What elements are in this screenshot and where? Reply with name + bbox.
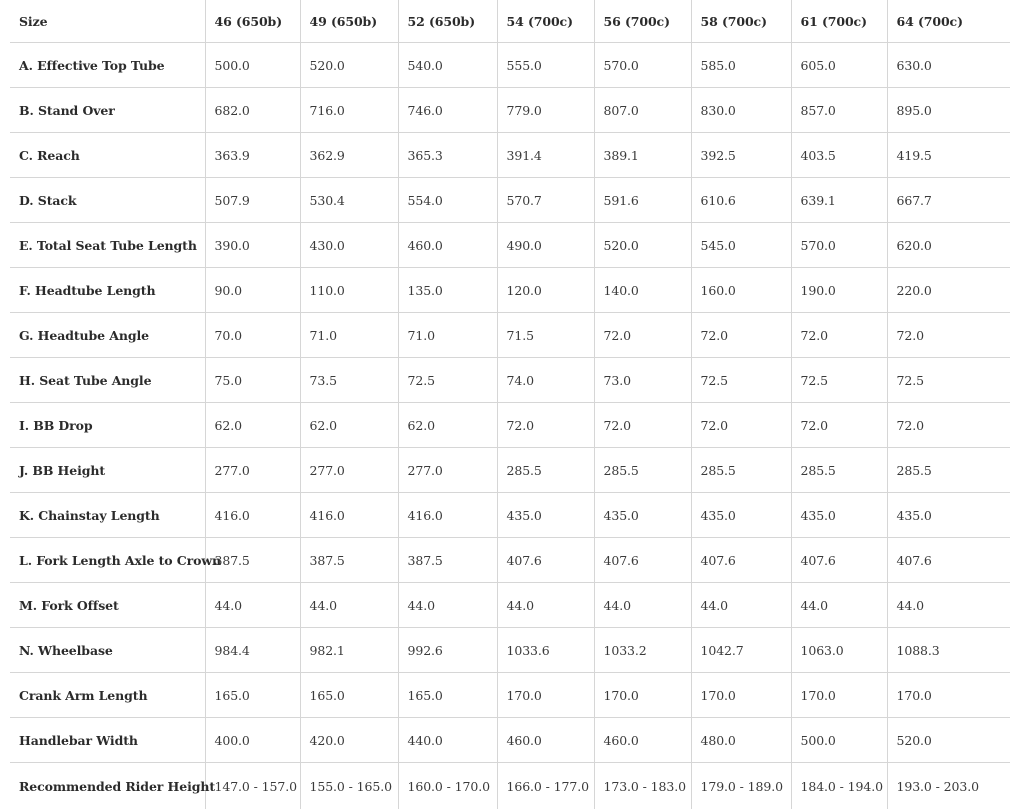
- table-row: [10, 223, 1010, 268]
- header-row: [10, 0, 1010, 43]
- table-cell: 72.0: [594, 313, 691, 358]
- table-cell: 72.0: [594, 403, 691, 448]
- table-cell: 72.0: [791, 403, 887, 448]
- table-cell: 363.9: [205, 133, 300, 178]
- table-cell: 173.0 - 183.0: [594, 763, 691, 810]
- table-cell: 682.0: [205, 88, 300, 133]
- table-cell: 392.5: [691, 133, 791, 178]
- table-cell: 667.7: [887, 178, 1010, 223]
- table-cell: 416.0: [398, 493, 497, 538]
- table-cell: 830.0: [691, 88, 791, 133]
- table-row: [10, 493, 1010, 538]
- table-cell: 277.0: [205, 448, 300, 493]
- table-cell: 165.0: [205, 673, 300, 718]
- table-cell: 285.5: [887, 448, 1010, 493]
- table-cell: 44.0: [594, 583, 691, 628]
- table-row: [10, 313, 1010, 358]
- table-cell: 857.0: [791, 88, 887, 133]
- table-cell: 407.6: [497, 538, 594, 583]
- column-header-frame-size: 56 (700c): [594, 0, 691, 43]
- table-cell: 110.0: [300, 268, 398, 313]
- table-cell: 44.0: [300, 583, 398, 628]
- table-cell: 554.0: [398, 178, 497, 223]
- table-cell: 72.0: [691, 403, 791, 448]
- table-cell: 435.0: [791, 493, 887, 538]
- row-label: Recommended Rider Height: [19, 778, 216, 794]
- column-header-frame-size: 52 (650b): [398, 0, 497, 43]
- column-header-frame-size: 46 (650b): [205, 0, 300, 43]
- table-cell: 44.0: [791, 583, 887, 628]
- table-cell: 170.0: [594, 673, 691, 718]
- table-cell: 170.0: [887, 673, 1010, 718]
- table-cell: 420.0: [300, 718, 398, 763]
- table-cell: 72.5: [887, 358, 1010, 403]
- table-cell: 285.5: [594, 448, 691, 493]
- row-label: K. Chainstay Length: [10, 493, 205, 538]
- table-row: [10, 88, 1010, 133]
- table-cell: 74.0: [497, 358, 594, 403]
- table-cell: 992.6: [398, 628, 497, 673]
- geometry-table-viewport[interactable]: [10, 0, 979, 810]
- table-cell: 435.0: [594, 493, 691, 538]
- table-cell: 435.0: [887, 493, 1010, 538]
- table-cell: 1088.3: [887, 628, 1010, 673]
- table-row: [10, 358, 1010, 403]
- table-cell: 507.9: [205, 178, 300, 223]
- column-header-frame-size: 61 (700c): [791, 0, 887, 43]
- table-cell: 387.5: [300, 538, 398, 583]
- table-cell: 403.5: [791, 133, 887, 178]
- table-row: [10, 718, 1010, 763]
- row-label: Crank Arm Length: [10, 673, 205, 718]
- table-cell: 620.0: [887, 223, 1010, 268]
- table-cell: 1033.2: [594, 628, 691, 673]
- geometry-table: [10, 0, 1010, 809]
- row-label: I. BB Drop: [10, 403, 205, 448]
- table-cell: 540.0: [398, 43, 497, 88]
- table-cell: 44.0: [497, 583, 594, 628]
- table-cell: 570.0: [594, 43, 691, 88]
- table-cell: 44.0: [691, 583, 791, 628]
- table-cell: 520.0: [887, 718, 1010, 763]
- table-cell: 147.0 - 157.0: [205, 763, 300, 810]
- table-cell: 193.0 - 203.0: [887, 763, 1010, 810]
- table-cell: 285.5: [691, 448, 791, 493]
- table-cell: 170.0: [691, 673, 791, 718]
- table-cell: 220.0: [887, 268, 1010, 313]
- table-row: [10, 178, 1010, 223]
- table-cell: 555.0: [497, 43, 594, 88]
- column-header-frame-size: 54 (700c): [497, 0, 594, 43]
- table-cell: 140.0: [594, 268, 691, 313]
- table-cell: 440.0: [398, 718, 497, 763]
- table-cell: 160.0: [691, 268, 791, 313]
- table-row: [10, 448, 1010, 493]
- table-row: [10, 583, 1010, 628]
- table-cell: 530.4: [300, 178, 398, 223]
- table-cell: 630.0: [887, 43, 1010, 88]
- column-header-frame-size: 64 (700c): [887, 0, 1010, 43]
- table-cell: 155.0 - 165.0: [300, 763, 398, 810]
- table-cell: 605.0: [791, 43, 887, 88]
- table-cell: 490.0: [497, 223, 594, 268]
- table-cell: 277.0: [398, 448, 497, 493]
- table-cell: 435.0: [497, 493, 594, 538]
- row-label: N. Wheelbase: [10, 628, 205, 673]
- table-cell: 179.0 - 189.0: [691, 763, 791, 810]
- table-cell: 982.1: [300, 628, 398, 673]
- column-header-size: Size: [10, 0, 205, 43]
- table-cell: 416.0: [300, 493, 398, 538]
- table-cell: 72.0: [791, 313, 887, 358]
- table-cell: 407.6: [691, 538, 791, 583]
- table-cell: 416.0: [205, 493, 300, 538]
- table-cell: 389.1: [594, 133, 691, 178]
- table-cell: 400.0: [205, 718, 300, 763]
- table-row: [10, 538, 1010, 583]
- table-cell: 72.0: [887, 313, 1010, 358]
- row-label: A. Effective Top Tube: [10, 43, 205, 88]
- table-row: [10, 268, 1010, 313]
- table-cell: 1042.7: [691, 628, 791, 673]
- table-cell: 72.5: [791, 358, 887, 403]
- table-cell: 746.0: [398, 88, 497, 133]
- table-cell: 500.0: [205, 43, 300, 88]
- table-cell: 165.0: [398, 673, 497, 718]
- table-cell: 716.0: [300, 88, 398, 133]
- row-label: H. Seat Tube Angle: [10, 358, 205, 403]
- table-cell: 44.0: [887, 583, 1010, 628]
- table-cell: 585.0: [691, 43, 791, 88]
- table-cell: 1063.0: [791, 628, 887, 673]
- table-cell: 184.0 - 194.0: [791, 763, 887, 810]
- table-cell: 407.6: [887, 538, 1010, 583]
- table-cell: 70.0: [205, 313, 300, 358]
- row-label: B. Stand Over: [10, 88, 205, 133]
- table-cell: 62.0: [300, 403, 398, 448]
- table-cell: 430.0: [300, 223, 398, 268]
- table-cell: 984.4: [205, 628, 300, 673]
- table-cell: 190.0: [791, 268, 887, 313]
- table-cell: 72.5: [398, 358, 497, 403]
- table-cell: 639.1: [791, 178, 887, 223]
- table-cell: 387.5: [398, 538, 497, 583]
- row-label: L. Fork Length Axle to Crown: [10, 538, 205, 583]
- row-label: G. Headtube Angle: [10, 313, 205, 358]
- table-cell: 71.0: [398, 313, 497, 358]
- table-cell: 90.0: [205, 268, 300, 313]
- row-label: Handlebar Width: [10, 718, 205, 763]
- table-row: [10, 403, 1010, 448]
- table-cell: 285.5: [791, 448, 887, 493]
- table-cell: 480.0: [691, 718, 791, 763]
- table-cell: 170.0: [497, 673, 594, 718]
- table-cell: 391.4: [497, 133, 594, 178]
- table-cell: 285.5: [497, 448, 594, 493]
- table-cell: 72.0: [497, 403, 594, 448]
- table-cell: 500.0: [791, 718, 887, 763]
- table-cell: 591.6: [594, 178, 691, 223]
- table-cell: 390.0: [205, 223, 300, 268]
- table-cell: 545.0: [691, 223, 791, 268]
- table-cell: 807.0: [594, 88, 691, 133]
- table-cell: 72.5: [691, 358, 791, 403]
- table-cell: 277.0: [300, 448, 398, 493]
- table-cell: 1033.6: [497, 628, 594, 673]
- row-label: E. Total Seat Tube Length: [10, 223, 205, 268]
- table-row: [10, 628, 1010, 673]
- table-cell: 165.0: [300, 673, 398, 718]
- table-cell: 387.5: [205, 538, 300, 583]
- table-cell: 170.0: [791, 673, 887, 718]
- table-cell: 71.0: [300, 313, 398, 358]
- table-cell: 610.6: [691, 178, 791, 223]
- column-header-frame-size: 58 (700c): [691, 0, 791, 43]
- table-row: [10, 133, 1010, 178]
- table-cell: 407.6: [594, 538, 691, 583]
- table-cell: 520.0: [594, 223, 691, 268]
- table-cell: 72.0: [887, 403, 1010, 448]
- table-header: [10, 0, 1010, 43]
- table-cell: 166.0 - 177.0: [497, 763, 594, 810]
- table-cell: 460.0: [594, 718, 691, 763]
- table-row: [10, 43, 1010, 88]
- table-cell: 407.6: [791, 538, 887, 583]
- table-cell: 460.0: [398, 223, 497, 268]
- table-cell: 419.5: [887, 133, 1010, 178]
- table-cell: 160.0 - 170.0: [398, 763, 497, 810]
- column-header-frame-size: 49 (650b): [300, 0, 398, 43]
- table-cell: 62.0: [205, 403, 300, 448]
- table-cell: 120.0: [497, 268, 594, 313]
- table-cell: 72.0: [691, 313, 791, 358]
- table-body: [10, 43, 1010, 810]
- table-cell: 73.0: [594, 358, 691, 403]
- table-cell: 44.0: [398, 583, 497, 628]
- table-cell: 520.0: [300, 43, 398, 88]
- table-cell: 570.0: [791, 223, 887, 268]
- table-cell: 135.0: [398, 268, 497, 313]
- table-cell: 779.0: [497, 88, 594, 133]
- table-cell: 44.0: [205, 583, 300, 628]
- table-cell: 73.5: [300, 358, 398, 403]
- table-cell: 75.0: [205, 358, 300, 403]
- table-row: [10, 763, 1010, 810]
- table-cell: 460.0: [497, 718, 594, 763]
- table-cell: 365.3: [398, 133, 497, 178]
- table-row: [10, 673, 1010, 718]
- row-label: F. Headtube Length: [10, 268, 205, 313]
- table-cell: 435.0: [691, 493, 791, 538]
- table-cell: 362.9: [300, 133, 398, 178]
- row-label: M. Fork Offset: [10, 583, 205, 628]
- table-cell: 895.0: [887, 88, 1010, 133]
- row-label: C. Reach: [10, 133, 205, 178]
- table-cell: 62.0: [398, 403, 497, 448]
- row-label: J. BB Height: [10, 448, 205, 493]
- table-cell: 570.7: [497, 178, 594, 223]
- row-label: D. Stack: [10, 178, 205, 223]
- table-cell: 71.5: [497, 313, 594, 358]
